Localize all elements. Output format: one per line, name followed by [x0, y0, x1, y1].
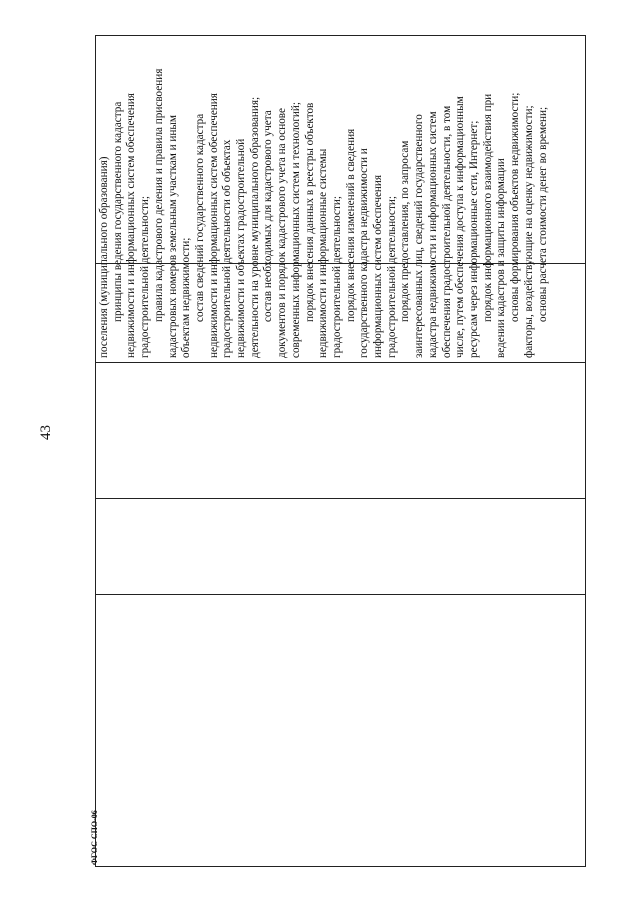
content-line: кадастровых номеров земельным участкам и иным [166, 115, 179, 358]
content-line: порядок информационного взаимодействия при [481, 93, 494, 322]
content-line: принципы ведения государственного кадастра [111, 101, 124, 322]
content-line: факторы, воздействующие на оценку недвижимости; [522, 105, 535, 358]
content-line: порядок внесения данных в реестры объектов [303, 102, 316, 322]
content-line: объектам недвижимости; [180, 237, 193, 358]
content-line: основы расчета стоимости денег во времени; [536, 106, 549, 322]
content-line: информационных систем обеспечения [372, 174, 385, 358]
table-cell-knowledge-list [96, 68, 585, 362]
content-line: современных информационных систем и технологий; [289, 101, 302, 358]
content-line: градостроительной деятельности об объектах [221, 139, 234, 358]
content-line: порядок внесения изменений в сведения [344, 128, 357, 322]
content-line: недвижимости и информационные системы [317, 148, 330, 358]
content-line: состав необходимых для кадастрового учета [262, 110, 275, 322]
content-line: государственного кадастра недвижимости и [358, 148, 371, 358]
content-line: недвижимости и объектах градостроительной [235, 138, 248, 358]
content-line: ресурсам через информационные сети, Интернет; [467, 120, 480, 358]
content-line: правила кадастрового деления и правила присвоения [152, 68, 165, 322]
table-cell-empty-4 [96, 34, 585, 263]
content-line: градостроительной деятельности; [385, 196, 398, 358]
content-line: числе, путем обеспечения доступа к информационным [454, 96, 467, 358]
content-line: градостроительной деятельности; [330, 196, 343, 358]
footer-code: ФГОС СПО-06 [90, 810, 99, 865]
content-line: порядок предоставления, по запросам [399, 140, 412, 322]
content-line: кадастра недвижимости и информационных систем [426, 111, 439, 358]
page-number: 43 [38, 425, 54, 440]
content-line: документов и порядок кадастрового учета на основе [276, 108, 289, 358]
table-cell-empty-1 [96, 594, 585, 866]
content-line: ведении кадастров и защиты информации [495, 158, 508, 358]
competency-table [95, 35, 586, 867]
content-line: деятельности на уровне муниципального образования; [248, 96, 261, 358]
table-cell-empty-2 [96, 498, 585, 594]
content-line: недвижимости и информационных систем обеспечения [125, 93, 138, 358]
content-line: основы формирования объектов недвижимости; [509, 92, 522, 322]
content-line: обеспечения градостроительной деятельности, в том [440, 105, 453, 358]
content-line: недвижимости и информационных систем обеспечения [207, 93, 220, 358]
content-line: градостроительной деятельности; [139, 196, 152, 358]
content-line: поселения (муниципального образования) [98, 156, 110, 358]
content-line: состав сведений государственного кадастра [193, 113, 206, 322]
table-cell-empty-3 [96, 362, 585, 498]
content-line: заинтересованных лиц, сведений государственного [413, 114, 426, 358]
